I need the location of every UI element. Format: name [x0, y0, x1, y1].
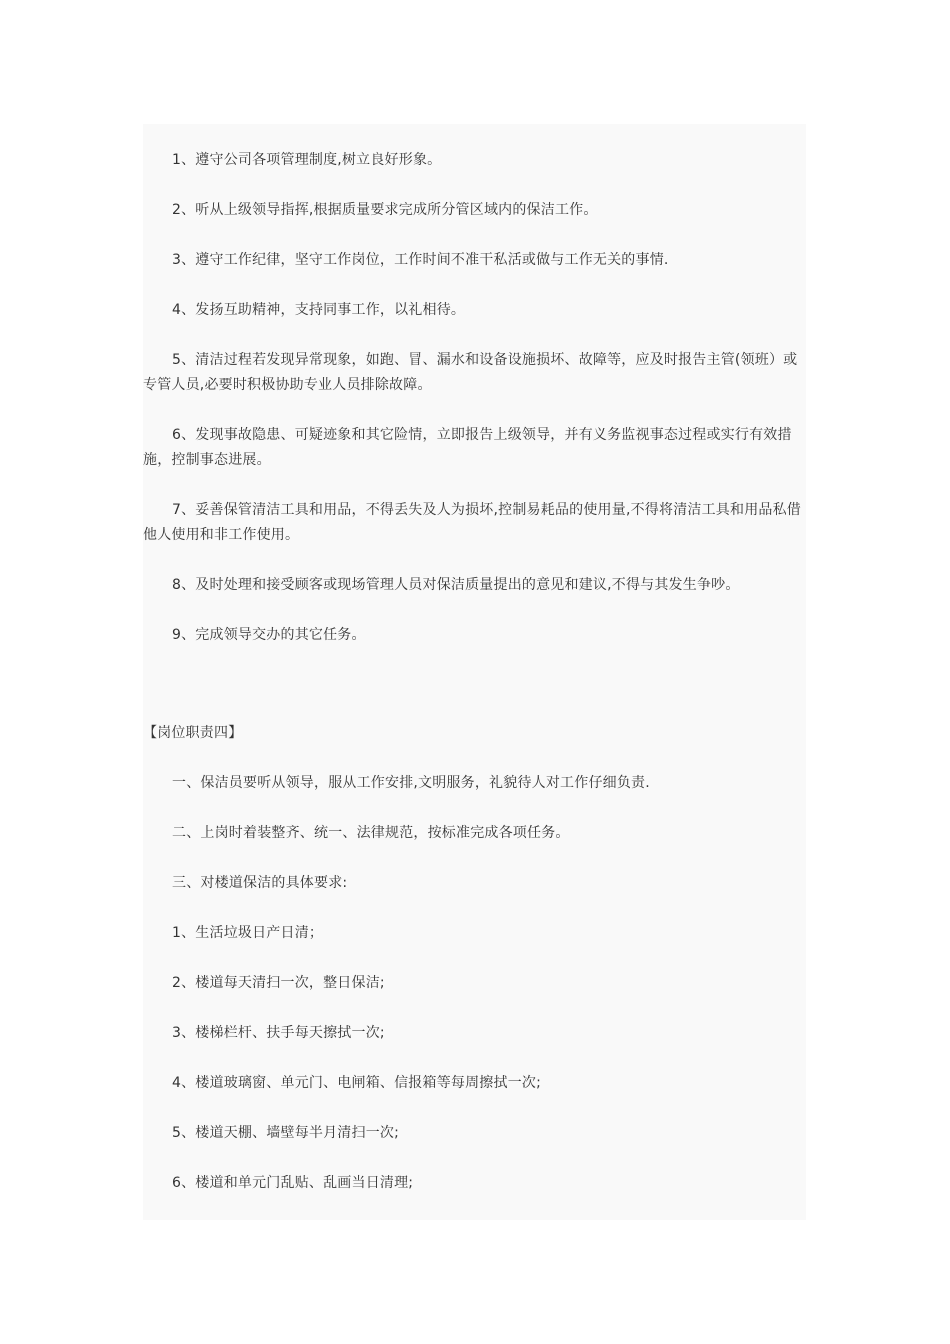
duty-item-3: 3、遵守工作纪律，坚守工作岗位，工作时间不准干私活或做与工作无关的事情.: [172, 252, 669, 268]
duty-item-6: 6、发现事故隐患、可疑迹象和其它险情，立即报告上级领导，并有义务监视事态过程或实行有效措施，控制事态进展。: [143, 427, 792, 468]
requirement-item-2: 二、上岗时着装整齐、统一、法律规范，按标准完成各项任务。: [172, 825, 570, 841]
document-body: [143, 124, 806, 1220]
requirement-item-3: 三、对楼道保洁的具体要求:: [172, 875, 348, 891]
duty-item-5: 5、清洁过程若发现异常现象，如跑、冒、漏水和设备设施损坏、故障等，应及时报告主管(领班）或专管人员,必要时积极协助专业人员排除故障。: [143, 352, 798, 393]
stairway-item-5: 5、楼道天棚、墙壁每半月清扫一次;: [172, 1125, 400, 1141]
duty-item-7: 7、妥善保管清洁工具和用品，不得丢失及人为损坏,控制易耗品的使用量,不得将清洁工具和用品私借他人使用和非工作使用。: [143, 502, 802, 543]
stairway-item-2: 2、楼道每天清扫一次，整日保洁;: [172, 975, 385, 991]
section-heading: 【岗位职责四】: [143, 725, 243, 741]
duty-item-4: 4、发扬互助精神，支持同事工作，以礼相待。: [172, 302, 466, 318]
stairway-item-3: 3、楼梯栏杆、扶手每天擦拭一次;: [172, 1025, 385, 1041]
duty-item-8: 8、及时处理和接受顾客或现场管理人员对保洁质量提出的意见和建议,不得与其发生争吵。: [172, 577, 740, 593]
duty-item-2: 2、听从上级领导指挥,根据质量要求完成所分管区域内的保洁工作。: [172, 202, 598, 218]
duty-item-1: 1、遵守公司各项管理制度,树立良好形象。: [172, 152, 442, 168]
stairway-item-4: 4、楼道玻璃窗、单元门、电闸箱、信报箱等每周擦拭一次;: [172, 1075, 542, 1091]
duty-item-9: 9、完成领导交办的其它任务。: [172, 627, 366, 643]
stairway-item-6: 6、楼道和单元门乱贴、乱画当日清理;: [172, 1175, 414, 1191]
requirement-item-1: 一、保洁员要听从领导，服从工作安排,文明服务，礼貌待人对工作仔细负责.: [172, 775, 650, 791]
stairway-item-1: 1、生活垃圾日产日清；: [172, 925, 324, 941]
